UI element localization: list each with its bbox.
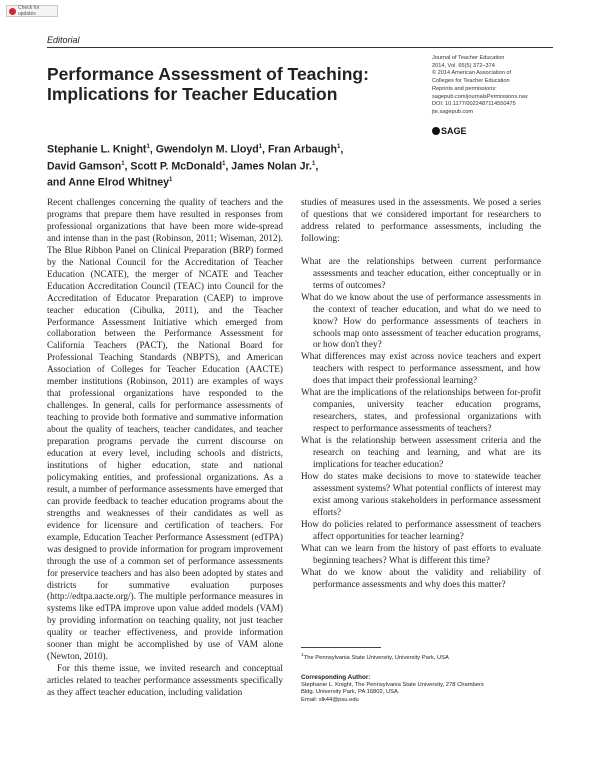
sage-logo (432, 126, 467, 136)
journal-info-line: 2014, Vol. 65(5) 372–374 (432, 62, 495, 69)
author-name: and Anne Elrod Whitney (47, 176, 170, 189)
journal-info-line: Colleges for Teacher Education (432, 78, 510, 85)
research-question: What are the implications of the relationships between for-profit companies, university teacher education programs, researchers, states, and professional organizations with respect to performance assessments of teachers? (301, 388, 541, 435)
author-separator: , (124, 160, 131, 173)
author-affiliation-mark: 1 (121, 160, 125, 167)
research-question: How do states make decisions to move to statewide teacher assessment systems? What potential conflicts of interest may exist among various stakeholders in performance assessment efforts? (301, 471, 541, 518)
research-question: What do we know about the validity and reliability of performance assessments and why does this matter? (301, 567, 541, 590)
journal-info-line: © 2014 American Association of (432, 70, 512, 77)
author-list (47, 140, 387, 190)
affiliation-footnote (301, 652, 551, 663)
author-separator: , (225, 160, 232, 173)
author-name: Fran Arbaugh (267, 143, 337, 156)
body-paragraph: For this theme issue, we invited research and conceptual articles related to teacher performance assessments specifically as they affect teacher education, including validation (47, 664, 283, 699)
research-question-list (301, 257, 541, 592)
author-affiliation-mark: 1 (311, 160, 316, 167)
sage-logo-text: SAGE (441, 126, 467, 136)
body-paragraph: Recent challenges concerning the quality of teachers and the programs that prepare them have resulted in responses from professional organizations that have been more wide-spread and intense than in the past (Robinson, 2011; Wiseman, 2012). The Blue Ribbon Panel on Clinical Preparation (BRP) formed by the National Council for the Accreditation of Teacher Education (NCATE), the merger of NCATE and Teacher Education Accreditation Council (TEAC) into Council for the Accreditation of Educator Preparation (CAEP) to improve teacher education (Cibulka, 2011), and the Teacher Performance Assessment Initiative which emerged from collaboration between the Performance Assessment for California Teachers (PACT), the National Board for Professional Teaching Standards (NBPTS), and American Association of Colleges for Teacher Education (AACTE) member institutions (Robinson, 2011) are examples of ways that professional organizations have responded to the challenges. In general, calls for performance assessments of teaching to provide both formative and summative information about the quality of teachers, teacher candidates, and teacher preparation programs pervade the current discourse on education at every level, including schools and districts, institutions of higher education, state and national policymaking entities, and professional organizations. As a result, a number of performance assessments have emerged that can provide feedback to teacher education programs about the strengths and weaknesses of their candidates as well as evidence for licensure and certification of teachers. For example, Education Teacher Performance Assessment (edTPA) was designed to provide information for program improvement through the use of a common set of performance assessments for preservice teachers and has also been adopted by states and districts for summative evaluation purposes (http://edtpa.aacte.org/). The multiple performance measures in systems like edTPA improve upon value added models (VAM) by providing information on teaching quality, not just teacher quality or teacher effectiveness, and provide information sooner than might be accomplished by use of VAM alone (Newton, 2010). (47, 198, 283, 663)
author-name: David Gamson (47, 160, 122, 173)
check-for-updates-badge[interactable] (6, 5, 58, 17)
corresponding-author-email[interactable]: Email: slk44@psu.edu (301, 697, 359, 704)
body-column-left (47, 198, 283, 700)
journal-info-line: sagepub.com/journalsPermissions.nav (432, 93, 528, 100)
author-affiliation-mark: 1 (169, 177, 173, 184)
author-separator: , (262, 143, 268, 156)
footnotes (301, 652, 551, 705)
affiliation-footnote-mark: 1 (301, 653, 304, 658)
author-separator: , (315, 160, 319, 173)
author-name: Stephanie L. Knight (47, 143, 147, 156)
author-separator: , (149, 143, 156, 156)
corresponding-author-heading: Corresponding Author: (301, 673, 371, 681)
research-question: What is the relationship between assessment criteria and the research on teaching and learning, and what are its implications for teacher education? (301, 436, 541, 471)
author-name: Scott P. McDonald (130, 160, 223, 173)
author-affiliation-mark: 1 (222, 160, 226, 167)
footnote-rule (301, 647, 381, 648)
research-question: What differences may exist across novice teachers and expert teachers with respect to performance assessment, and how does that impact their professional learning? (301, 352, 541, 387)
author-name: Gwendolyn M. Lloyd (155, 143, 259, 156)
journal-info (432, 55, 557, 117)
author-affiliation-mark: 1 (146, 144, 150, 150)
author-separator: , (340, 143, 344, 156)
section-label: Editorial (47, 35, 80, 45)
research-question: How do policies related to performance assessment of teachers affect opportunities for teacher learning? (301, 519, 541, 542)
research-question: What can we learn from the history of past efforts to evaluate beginning teachers? What is different this time? (301, 543, 541, 566)
header-rule (47, 47, 553, 48)
author-name: James Nolan Jr. (231, 160, 312, 173)
badge-label: Check for updates (18, 5, 40, 17)
check-updates-icon (9, 8, 16, 15)
journal-info-line: Reprints and permissions: (432, 85, 497, 92)
affiliation-text: The Pennsylvania State University, University Park, USA (303, 654, 449, 661)
journal-info-line: jte.sagepub.com (432, 108, 474, 115)
body-paragraph: studies of measures used in the assessments. We posed a series of questions that we considered important for researchers to address related to performance assessments, including the following: (301, 198, 541, 244)
sage-mark-icon (432, 127, 440, 135)
journal-info-line: Journal of Teacher Education (432, 55, 505, 61)
corresponding-author-line: Bldg, University Park, PA 16802, USA. (301, 689, 400, 696)
article-title: Performance Assessment of Teaching: Implications for Teacher Education (47, 64, 369, 104)
journal-info-line: DOI: 10.1177/0022487114550475 (432, 101, 516, 108)
research-question: What do we know about the use of performance assessments in the context of teacher education, and what do we need to know? How do performance assessments of teachers in schools map onto assessment of teacher education programs, or how don't they? (301, 292, 541, 351)
corresponding-author-line: Stephanie L. Knight, The Pennsylvania State University, 278 Chambers (301, 681, 484, 688)
body-column-right (301, 198, 541, 592)
author-affiliation-mark: 1 (337, 144, 341, 150)
research-question: What are the relationships between current performance assessments and teacher education, either conceptually or in terms of outcomes? (301, 256, 541, 291)
author-affiliation-mark: 1 (258, 144, 263, 150)
